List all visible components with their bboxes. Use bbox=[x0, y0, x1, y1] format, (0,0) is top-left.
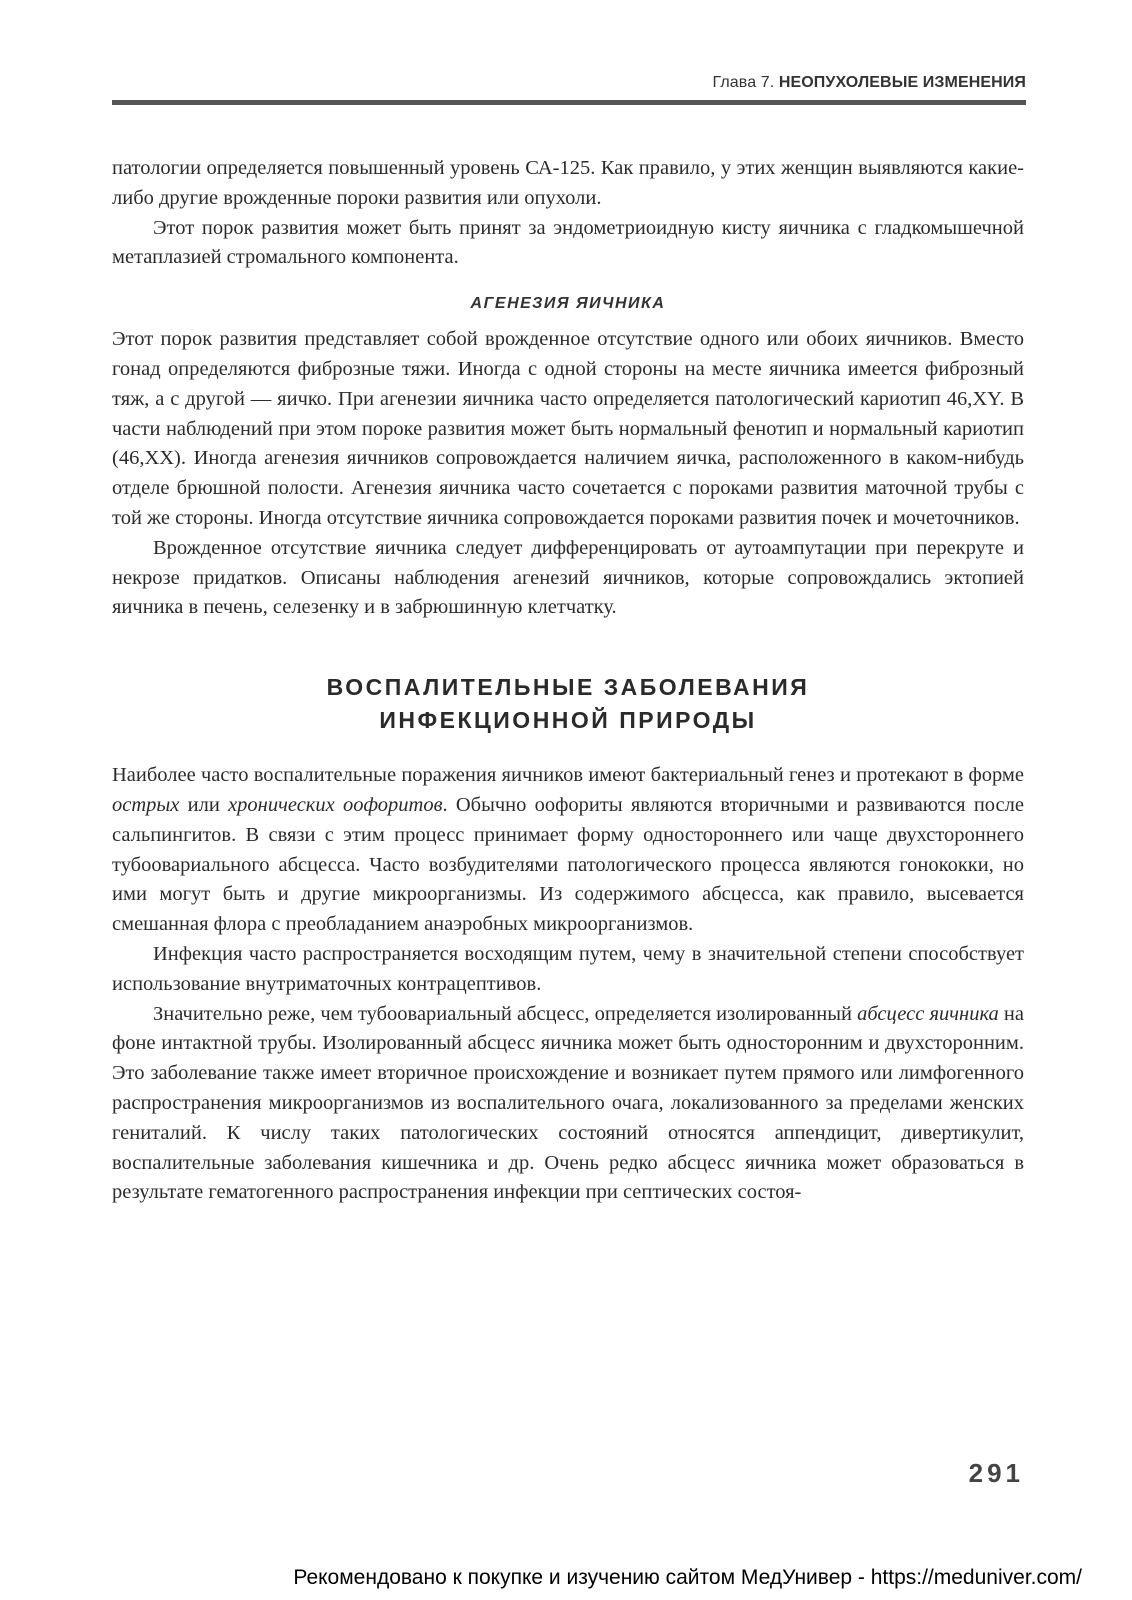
paragraph-infection-spread: Инфекция часто распространяется восходящим путем, чему в значительной степени способствует использование внутриматочных контрацептивов. bbox=[112, 942, 1024, 995]
emphasis-ovarian-abscess: абсцесс яичника bbox=[857, 1002, 999, 1025]
chapter-label: Глава 7. bbox=[712, 74, 775, 91]
section-heading bbox=[112, 671, 1024, 737]
text-run: . Обычно оофориты являются вторичными и развиваются после сальпингитов. В связи с этим процесс принимает форму одностороннего или чаще двухстороннего тубоовариального абсцесса. Часто возбудителями патологического процесса являются гонококки, но ими могут быть и другие микроорганизмы. Из содержимого абсцесса, как правило, высевается смешанная флора с преобладанием анаэробных микроорганизмов. bbox=[112, 793, 1024, 936]
paragraph-differentiation: Врожденное отсутствие яичника следует дифференцировать от аутоампутации при перекруте и некрозе придатков. Описаны наблюдения агенезий яичников, которые сопровождались эктопией яичника в печень, селезенку и в забрюшинную клетчатку. bbox=[112, 536, 1024, 619]
chapter-title: НЕОПУХОЛЕВЫЕ ИЗМЕНЕНИЯ bbox=[778, 74, 1026, 91]
emphasis-chronic-oophoritis: хронических оофоритов bbox=[228, 793, 443, 816]
text-run: Значительно реже, чем тубоовариальный абсцесс, определяется изолированный bbox=[153, 1002, 858, 1025]
header-rule bbox=[112, 100, 1026, 105]
running-head bbox=[712, 74, 1026, 92]
subheading-ovarian-agenesis: АГЕНЕЗИЯ ЯИЧНИКА bbox=[470, 295, 666, 313]
footer-note: Рекомендовано к покупке и изучению сайтом МедУнивер - https://meduniver.com/ bbox=[293, 1566, 1082, 1589]
text-run: Наиболее часто воспалительные поражения яичников имеют бактериальный генез и протекают в форме bbox=[112, 764, 1024, 787]
text-run: на фоне интактной трубы. Изолированный абсцесс яичника может быть односторонним и двухсторонним. Это заболевание также имеет вторичное происхождение и возникает путем прямого или лимфогенного распространения микроорганизмов из воспалительного очага, локализованного за пределами женских гениталий. К числу таких патологических состояний относятся аппендицит, дивертикулит, воспалительные заболевания кишечника и др. Очень редко абсцесс яичника может образоваться в результате гематогенного распространения инфекции при септических состоя- bbox=[112, 1002, 1025, 1204]
paragraph-endometrioid: Этот порок развития может быть принят за эндометриоидную кисту яичника с гладкомышечной метаплазией стромального компонента. bbox=[112, 216, 1024, 269]
paragraph-agenesis: Этот порок развития представляет собой врожденное отсутствие одного или обоих яичников. Вместо гонад определяются фиброзные тяжи. Иногда с одной стороны на месте яичника имеется фиброзный тяж, а с другой — яичко. При агенезии яичника часто определяется патологический кариотип 46,XY. В части наблюдений при этом пороке развития может быть нормальный фенотип и нормальный кариотип (46,XX). Иногда агенезия яичников сопровождается наличием яичка, расположенного в каком-нибудь отделе брюшной полости. Агенезия яичника часто сочетается с пороками развития маточной трубы с той же стороны. Иногда отсутствие яичника сопровождается пороками развития почек и мочеточников. bbox=[112, 328, 1024, 529]
paragraph-oophoritis bbox=[112, 761, 1024, 940]
text-run: или bbox=[179, 793, 229, 816]
emphasis-acute: острых bbox=[112, 793, 180, 816]
page-body bbox=[112, 154, 1024, 1208]
section-heading-line-2: ИНФЕКЦИОННОЙ ПРИРОДЫ bbox=[379, 707, 757, 734]
section-heading-line-1: ВОСПАЛИТЕЛЬНЫЕ ЗАБОЛЕВАНИЯ bbox=[326, 674, 810, 701]
paragraph-ovarian-abscess bbox=[112, 1000, 1024, 1209]
page-number: 291 bbox=[968, 1458, 1024, 1488]
paragraph-continuation: патологии определяется повышенный уровень СА-125. Как правило, у этих женщин выявляются какие-либо другие врожденные пороки развития или опухоли. bbox=[112, 157, 1024, 209]
